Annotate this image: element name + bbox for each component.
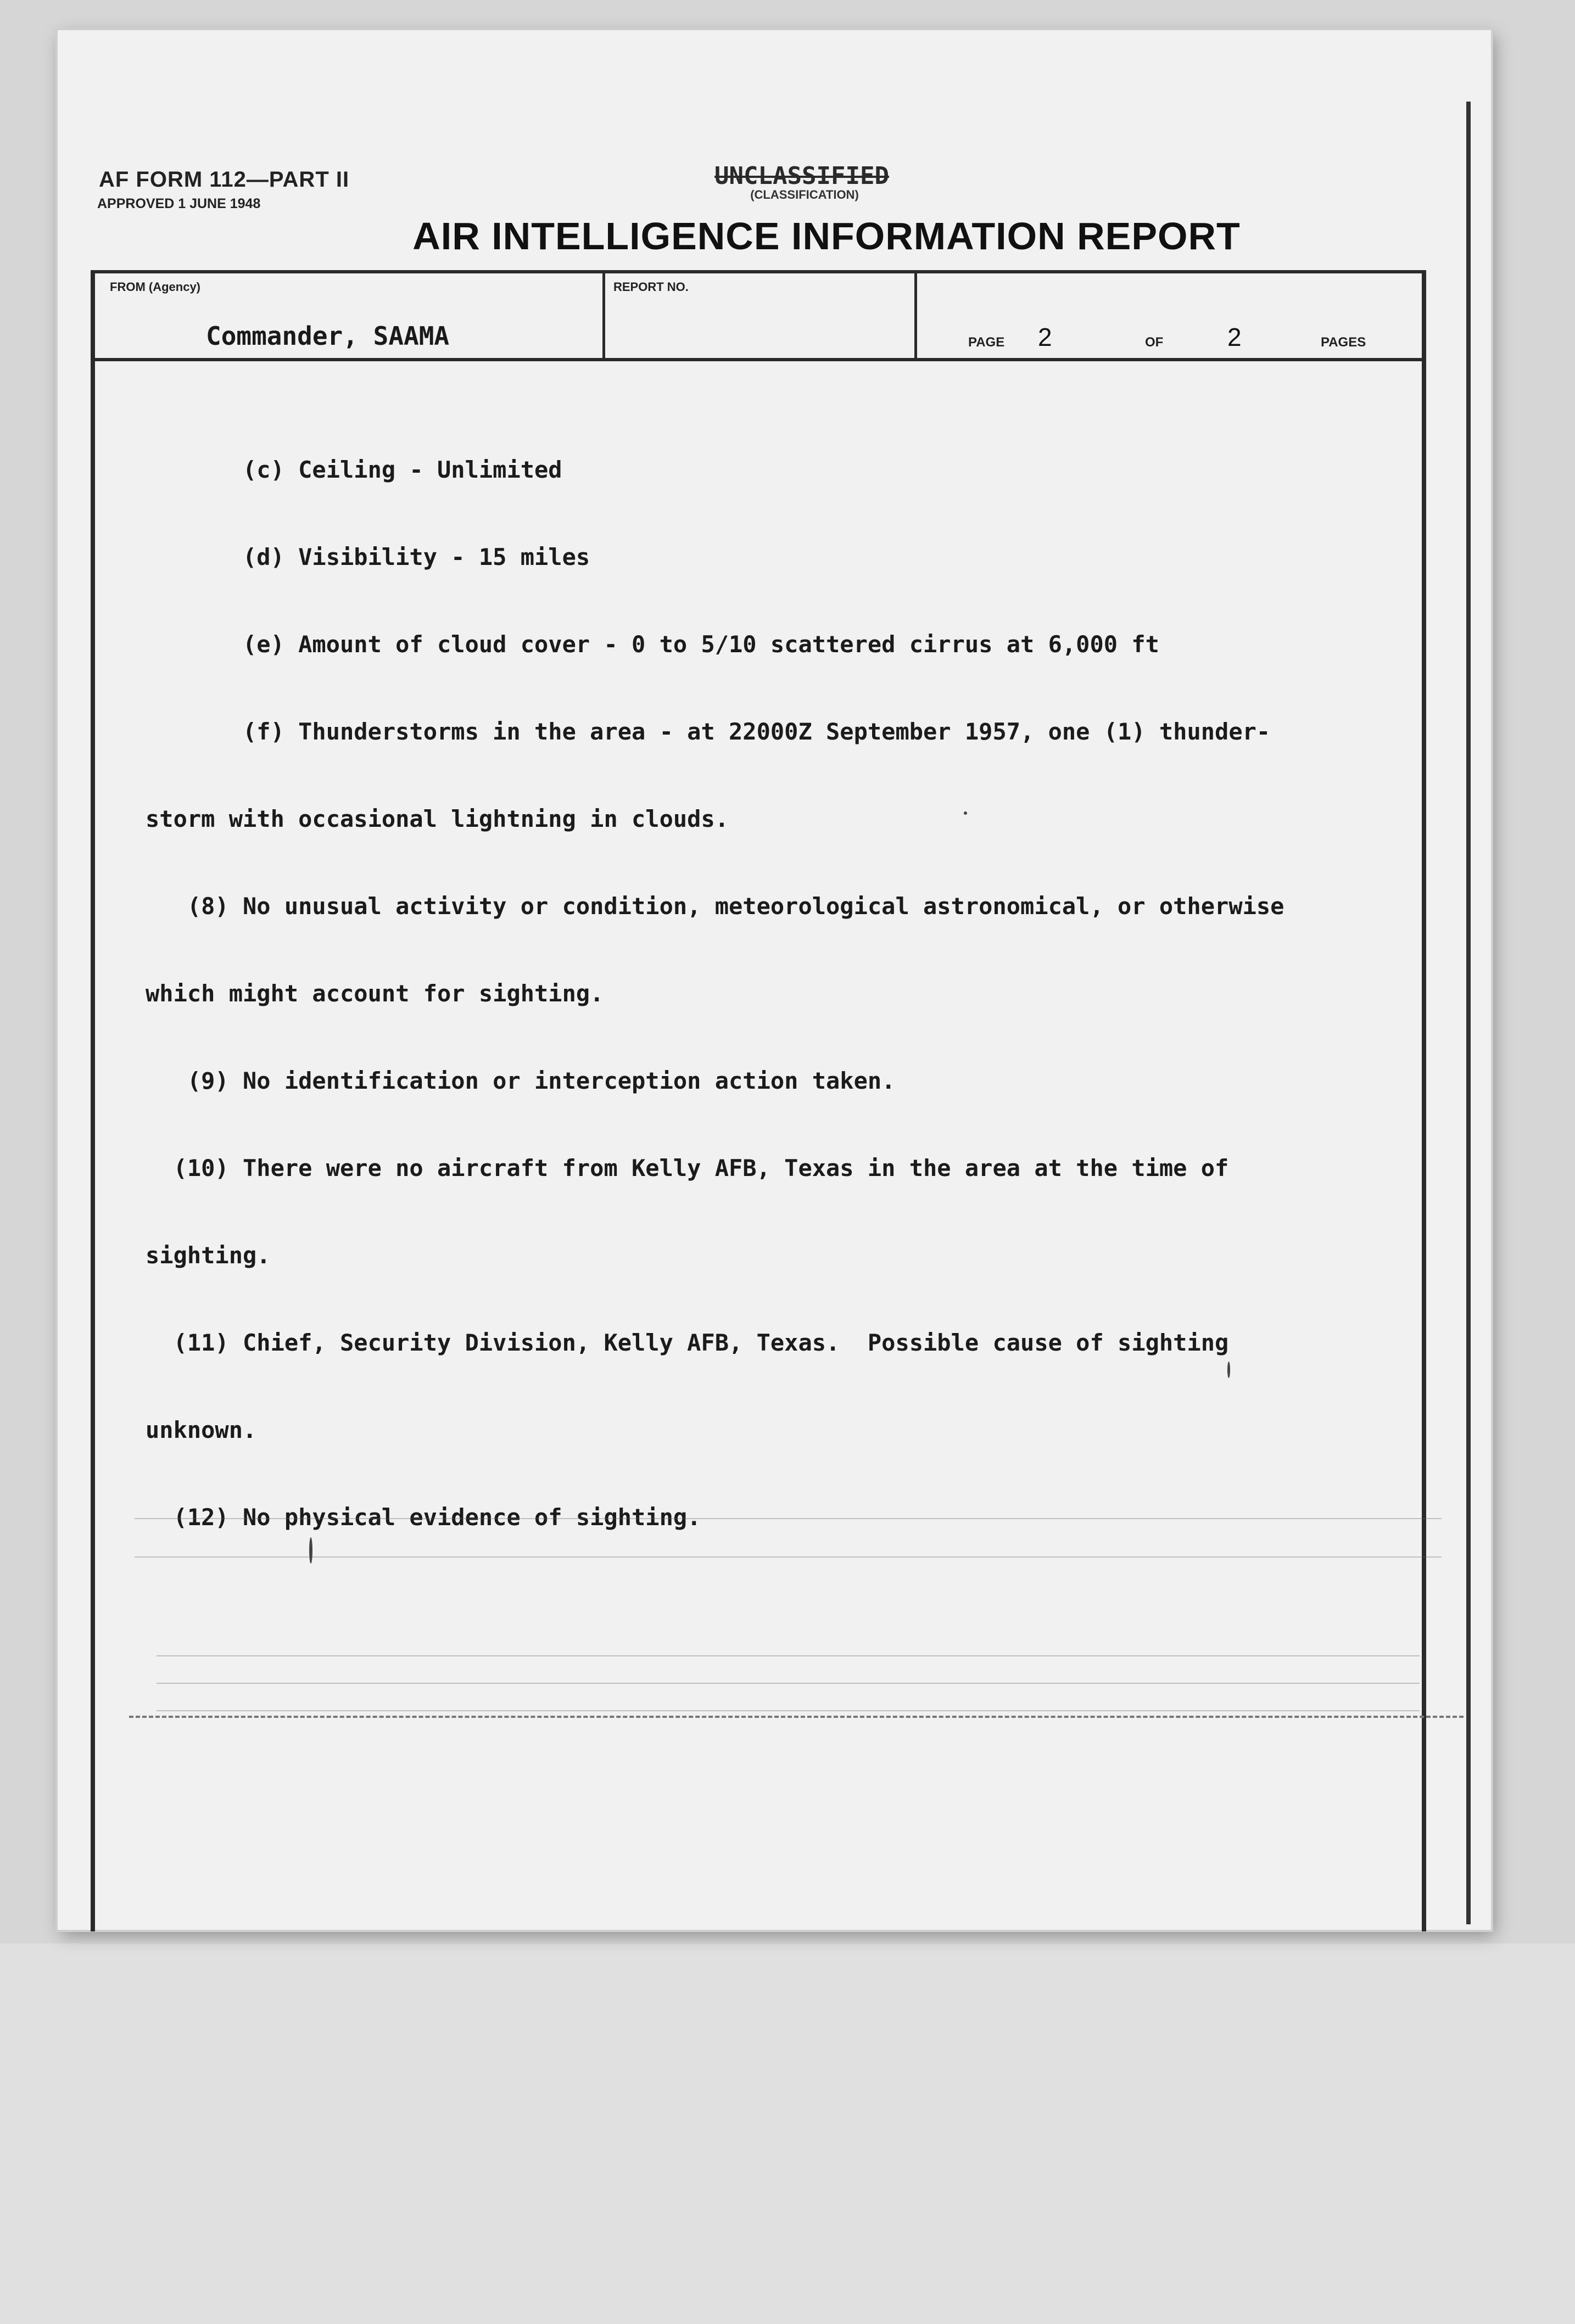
dashed-rule — [129, 1716, 1464, 1720]
pages-label: PAGES — [1321, 335, 1366, 350]
body-line: (9) No identification or interception action taken. — [146, 1067, 896, 1094]
scan-speck — [309, 1537, 312, 1564]
form-id: AF FORM 112—PART II — [99, 167, 350, 192]
body-line: which might account for sighting. — [146, 980, 604, 1007]
of-label: OF — [1145, 335, 1164, 350]
bleed-through-rule — [135, 1556, 1442, 1558]
from-value: Commander, SAAMA — [206, 321, 450, 351]
document-sheet — [58, 30, 1491, 1930]
page-number: 2 — [1038, 323, 1052, 351]
report-title: AIR INTELLIGENCE INFORMATION REPORT — [412, 215, 1241, 257]
classification-label: (CLASSIFICATION) — [750, 188, 859, 201]
body-line: (10) There were no aircraft from Kelly AFB, Texas in the area at the time of — [146, 1155, 1229, 1181]
page-label: PAGE — [968, 335, 1005, 350]
body-line: (8) No unusual activity or condition, meteorological astronomical, or otherwise — [146, 893, 1284, 920]
total-pages: 2 — [1227, 323, 1242, 351]
body-line: sighting. — [146, 1242, 271, 1269]
form-approved-date: APPROVED 1 JUNE 1948 — [97, 196, 261, 211]
body-line: (e) Amount of cloud cover - 0 to 5/10 scattered cirrus at 6,000 ft — [146, 631, 1159, 658]
body-line: (c) Ceiling - Unlimited — [146, 456, 562, 483]
scan-backdrop — [0, 1944, 1575, 2324]
body-line: (12) No physical evidence of sighting. — [146, 1504, 701, 1531]
scan-speck — [964, 811, 967, 815]
body-line: (f) Thunderstorms in the area - at 22000Z September 1957, one (1) thunder- — [146, 718, 1271, 745]
report-body — [146, 397, 1475, 1590]
scan-speck — [1227, 1362, 1230, 1378]
body-line: unknown. — [146, 1416, 257, 1443]
report-no-label: REPORT NO. — [613, 280, 689, 294]
body-line: (11) Chief, Security Division, Kelly AFB, Texas. Possible cause of sighting — [146, 1329, 1229, 1356]
header-divider-report — [914, 270, 917, 361]
bleed-through-rule — [157, 1710, 1420, 1711]
from-label-text: FROM (Agency) — [110, 280, 200, 294]
from-label — [110, 280, 200, 294]
header-divider-from — [602, 270, 605, 361]
body-line: storm with occasional lightning in clouds. — [146, 805, 729, 832]
bleed-through-rule — [135, 1518, 1442, 1519]
classification-stamp: UNCLASSIFIED — [714, 162, 889, 190]
body-line: (d) Visibility - 15 miles — [146, 544, 590, 570]
bleed-through-rule — [157, 1655, 1420, 1656]
bleed-through-rule — [157, 1683, 1420, 1684]
